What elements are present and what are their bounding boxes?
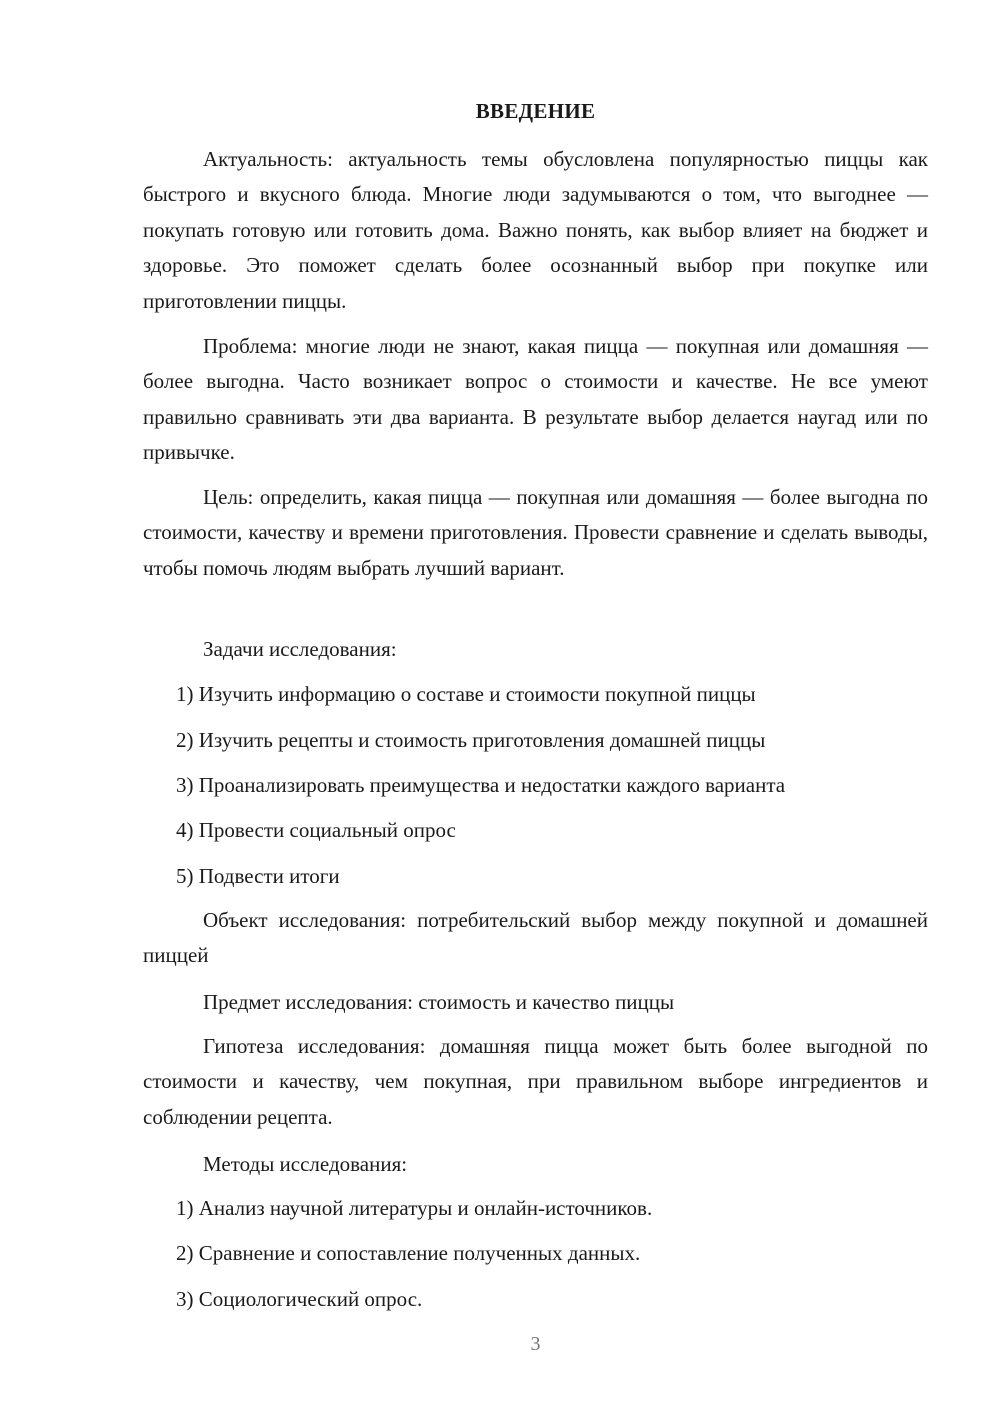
method-item-3: 3) Социологический опрос. [176,1287,423,1311]
method-item-2: 2) Сравнение и сопоставление полученных данных. [176,1241,641,1265]
relevance-paragraph: Актуальность: актуальность темы обусловлена популярностью пиццы как быстрого и вкусного блюда. Многие люди задумываются о том, что выгоднее — покупать готовую или готовить дома. Важно понять, как выбор влияет на бюджет и здоровье. Это поможет сделать более осознанный выбор при покупке или приготовлении пиццы. [143,147,928,313]
hypothesis-paragraph: Гипотеза исследования: домашняя пицца может быть более выгодной по стоимости и качеству, чем покупная, при правильном выборе ингредиентов и соблюдении рецепта. [143,1034,928,1129]
method-item-1: 1) Анализ научной литературы и онлайн-источников. [176,1196,653,1220]
subject-paragraph: Предмет исследования: стоимость и качество пиццы [203,990,675,1014]
document-page [143,0,928,1414]
task-item-3: 3) Проанализировать преимущества и недостатки каждого варианта [176,773,786,797]
object-paragraph: Объект исследования: потребительский выбор между покупной и домашней пиццей [143,908,928,968]
task-item-1: 1) Изучить информацию о составе и стоимости покупной пиццы [176,682,756,706]
task-item-5: 5) Подвести итоги [176,864,340,888]
methods-heading: Методы исследования: [203,1152,408,1176]
task-item-4: 4) Провести социальный опрос [176,818,456,842]
page-number: 3 [530,1333,541,1355]
tasks-heading: Задачи исследования: [203,637,397,661]
page-title: ВВЕДЕНИЕ [475,99,596,123]
goal-paragraph: Цель: определить, какая пицца — покупная или домашняя — более выгодна по стоимости, качеству и времени приготовления. Провести сравнение и сделать выводы, чтобы помочь людям выбрать лучший вариант. [143,485,928,580]
problem-paragraph: Проблема: многие люди не знают, какая пицца — покупная или домашняя — более выгодна. Часто возникает вопрос о стоимости и качестве. Не все умеют правильно сравнивать эти два варианта. В результате выбор делается наугад или по привычке. [143,334,928,465]
task-item-2: 2) Изучить рецепты и стоимость приготовления домашней пиццы [176,728,766,752]
